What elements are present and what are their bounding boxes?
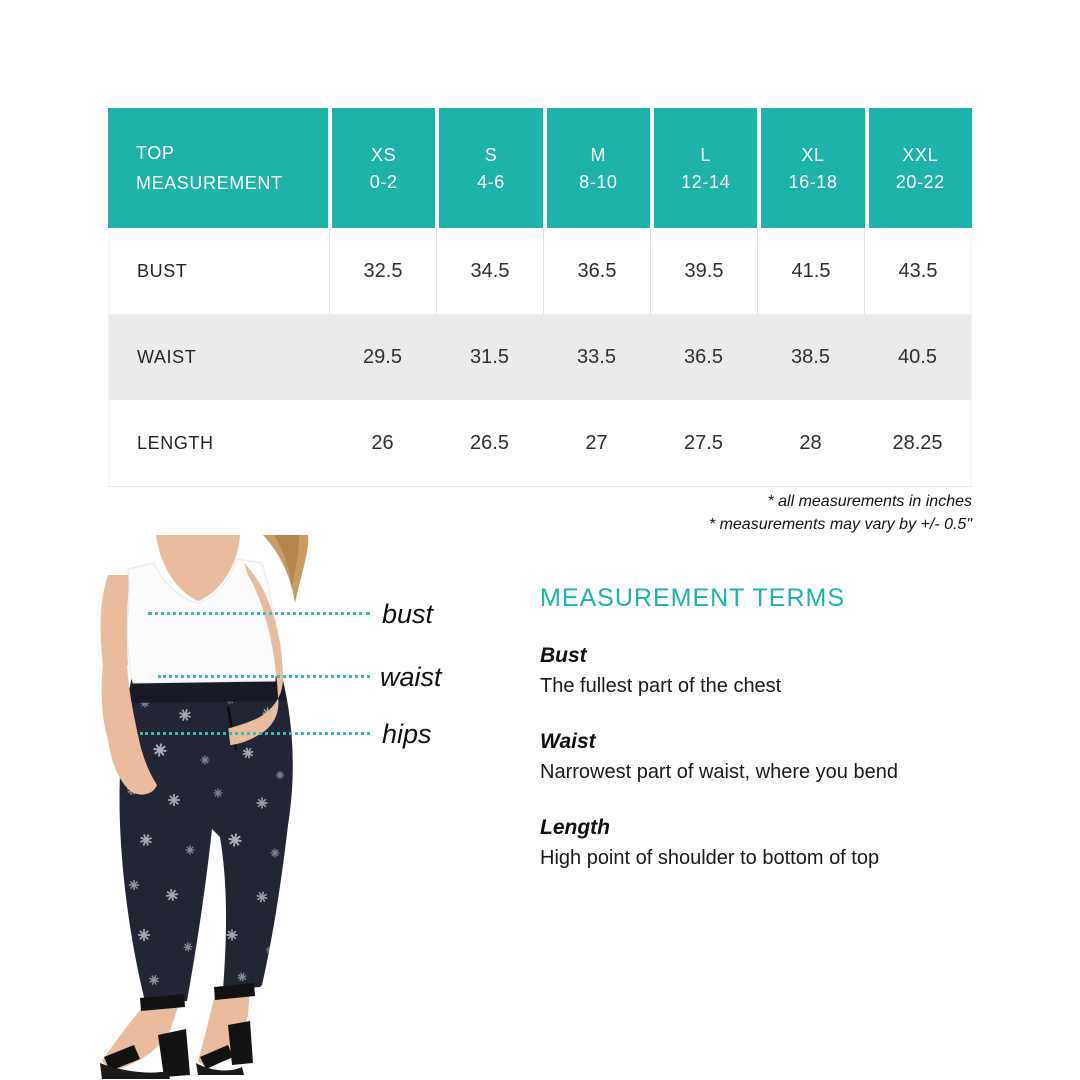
bust-xl-value: 41.5 [757,228,864,314]
header-cell-size-s: S 4-6 [435,108,542,228]
header-cell-size-xxl: XXL 20-22 [865,108,972,228]
header-cell-size-m: M 8-10 [543,108,650,228]
row-label-bust: BUST [137,260,188,281]
term-definition-length: High point of shoulder to bottom of top [540,847,880,869]
header-cell-size-xs: XS 0-2 [328,108,435,228]
table-header-row [108,108,972,228]
left-upper-arm [101,575,130,667]
bust-l-value: 39.5 [650,228,757,314]
waist-l-value: 36.5 [684,345,723,368]
footnote-variance: * measurements may vary by +/- 0.5" [708,516,972,533]
header-label-line1: TOP [136,143,175,163]
bust-xxl-value: 43.5 [864,228,971,314]
measurement-terms-title: MEASUREMENT TERMS [540,584,846,612]
waist-line-label: waist [380,662,442,692]
table-row-length [109,400,971,486]
waist-xl-value: 38.5 [791,345,830,368]
term-name-length: Length [540,816,610,839]
header-cell-size-xl: XL 16-18 [757,108,864,228]
bust-xs-value: 32.5 [329,228,436,314]
waist-xs-value: 29.5 [363,345,402,368]
hips-line-label: hips [382,719,432,749]
waist-s-value: 31.5 [470,345,509,368]
bust-guide-line [148,612,370,615]
length-m-value: 27 [585,431,608,454]
size-chart-table [108,108,972,487]
bust-m-value: 36.5 [543,228,650,314]
waist-xxl-value: 40.5 [898,345,937,368]
bust-line-label: bust [382,599,434,629]
term-definition-bust: The fullest part of the chest [540,675,782,697]
hips-guide-line [140,732,370,735]
waist-guide-line [158,675,370,678]
waist-m-value: 33.5 [577,345,616,368]
table-row-bust [109,228,971,314]
term-definition-waist: Narrowest part of waist, where you bend [540,761,898,783]
footnotes [108,490,972,536]
term-item-bust [540,644,980,698]
term-item-waist [540,730,980,784]
term-item-length [540,816,980,870]
table-row-waist [109,314,971,400]
measurement-terms-section [540,584,980,902]
term-name-waist: Waist [540,730,596,753]
row-label-waist: WAIST [137,346,197,367]
header-cell-size-l: L 12-14 [650,108,757,228]
term-name-bust: Bust [540,644,587,667]
length-xs-value: 26 [371,431,394,454]
length-xxl-value: 28.25 [892,431,943,454]
bust-s-value: 34.5 [436,228,543,314]
footnote-units: * all measurements in inches [767,493,972,510]
row-label-length: LENGTH [137,432,214,453]
table-body [108,228,972,487]
header-label-line2: MEASUREMENT [136,173,283,193]
length-s-value: 26.5 [470,431,509,454]
length-l-value: 27.5 [684,431,723,454]
model-photo [70,535,380,1080]
header-cell-top-measurement [108,108,328,228]
length-xl-value: 28 [799,431,822,454]
feet-and-sandals [100,983,255,1079]
